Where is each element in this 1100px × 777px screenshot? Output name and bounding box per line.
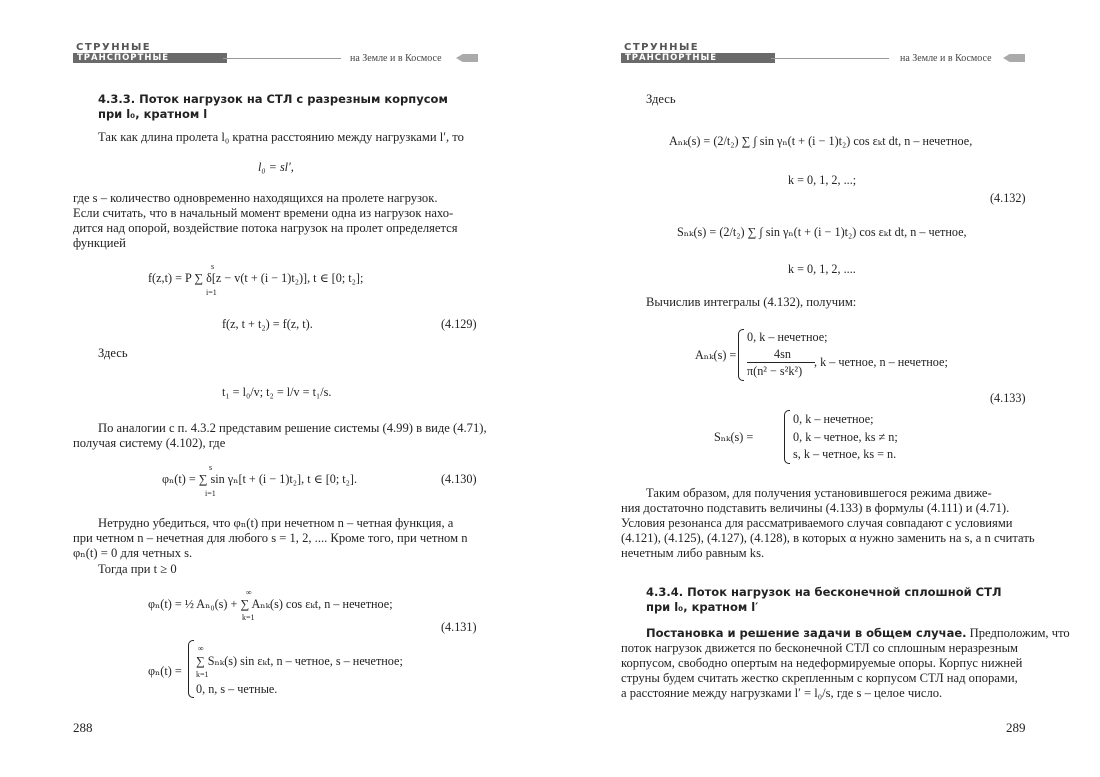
formula-A2-numerator: 4sn [774, 347, 791, 361]
header-series-top: СТРУННЫЕ [624, 42, 700, 53]
formula-l0: l₀ = sl′, [258, 160, 294, 174]
paragraph-line: ния достаточно подставить величины (4.133) в формулы (4.111) и (4.71). [621, 501, 1010, 515]
formula-131b-case2: 0, n, s – четные. [196, 682, 278, 696]
paragraph: Здесь [646, 92, 676, 106]
header-subtitle: на Земле и в Космосе [350, 53, 442, 64]
paragraph-line: струны будем считать жестко скрепленным с корпусом СТЛ над опорами, [621, 671, 1018, 685]
paragraph: Вычислив интегралы (4.132), получим: [646, 295, 857, 309]
formula-A-k: k = 0, 1, 2, ...; [788, 173, 857, 187]
paragraph-line: Условия резонанса для рассматриваемого случая совпадают с условиями [621, 516, 1013, 530]
paragraph-line: φₙ(t) = 0 для четных s. [73, 546, 193, 560]
equation-number: (4.133) [990, 391, 1026, 405]
formula-A2-denominator: π(n² − s²k²) [747, 364, 803, 378]
brace [738, 329, 744, 381]
paragraph-line: По аналогии с п. 4.3.2 представим решение системы (4.99) в виде (4.71), [98, 421, 487, 435]
fraction-bar [747, 362, 815, 363]
header-rule [771, 58, 889, 59]
formula-f: f(z,t) = P ∑ δ[z − v(t + (i − 1)t₂)], t ∈ [0; t₂]; [148, 271, 364, 285]
formula-A: Aₙₖ(s) = (2/t₂) ∑ ∫ sin γₙ(t + (i − 1)t₂) cos εₖt dt, n – нечетное, [669, 134, 973, 148]
header-series-bar: ТРАНСПОРТНЫЕ СИСТЕМЫ >> [621, 53, 775, 63]
sum-upper: s [209, 463, 213, 472]
formula-131b-lhs: φₙ(t) = [148, 664, 182, 678]
header-series-top: СТРУННЫЕ [76, 42, 152, 53]
formula-S2-lhs: Sₙₖ(s) = [714, 430, 754, 444]
paragraph-lead-rest: Предположим, что [966, 626, 1070, 640]
sum-upper: s [211, 262, 215, 271]
paragraph-line: Если считать, что в начальный момент времени одна из нагрузок нахо- [73, 206, 454, 220]
paragraph-line: нечетным либо равным ks. [621, 546, 765, 560]
header-series-bar: ТРАНСПОРТНЫЕ СИСТЕМЫ >> [73, 53, 227, 63]
paragraph-line: а расстояние между нагрузками l′ = l₀/s, где s – целое число. [621, 686, 943, 700]
formula-S2-case1: 0, k – нечетное; [793, 412, 874, 426]
header-subtitle: на Земле и в Космосе [900, 53, 992, 64]
page-number: 289 [1006, 720, 1026, 735]
formula-A2-case1: 0, k – нечетное; [747, 330, 828, 344]
paragraph-lead: Постановка и решение задачи в общем случае. [646, 626, 967, 640]
formula-t: t₁ = l₀/v; t₂ = l/v = t₁/s. [222, 385, 332, 399]
header-rule [223, 58, 341, 59]
formula-S2-case3: s, k – четное, ks = n. [793, 447, 897, 461]
paragraph: Тогда при t ≥ 0 [98, 562, 177, 576]
formula-131b-case1: ∑ Sₙₖ(s) sin εₖt, n – четное, s – нечетное; [196, 654, 403, 668]
formula-A2-case2: , k – четное, n – нечетное; [814, 355, 948, 369]
brace [784, 410, 790, 464]
sum-lower: k=1 [196, 670, 209, 679]
formula-A2-lhs: Aₙₖ(s) = [695, 348, 737, 362]
equation-number: (4.132) [990, 191, 1026, 205]
equation-number: (4.131) [441, 620, 477, 634]
section-heading: 4.3.3. Поток нагрузок на СТЛ с разрезным корпусом [98, 92, 448, 106]
formula-S-k: k = 0, 1, 2, .... [788, 262, 856, 276]
section-heading-cont: при l₀, кратном l′ [646, 600, 759, 614]
right-page [550, 0, 1100, 777]
paragraph-line: Нетрудно убедиться, что φₙ(t) при нечетном n – четная функция, а [98, 516, 454, 530]
formula-periodic: f(z, t + t₂) = f(z, t). [222, 317, 313, 331]
equation-number: (4.129) [441, 317, 477, 331]
section-heading-cont: при l₀, кратном l [98, 107, 208, 121]
sum-lower: i=1 [205, 489, 216, 498]
section-heading: 4.3.4. Поток нагрузок на бесконечной сплошной СТЛ [646, 585, 1002, 599]
paragraph-line: дится над опорой, воздействие потока нагрузок на пролет определяется [73, 221, 458, 235]
paragraph-line: получая систему (4.102), где [73, 436, 226, 450]
equation-number: (4.130) [441, 472, 477, 486]
paragraph-line: при четном n – нечетная для любого s = 1, 2, .... Кроме того, при четном n [73, 531, 468, 545]
paragraph-line: (4.121), (4.125), (4.127), (4.128), в которых α нужно заменить на s, а n считать [621, 531, 1035, 545]
paragraph-line: где s – количество одновременно находящихся на пролете нагрузок. [73, 191, 438, 205]
paragraph-line [646, 626, 1070, 641]
page-number: 288 [73, 720, 93, 735]
brace [188, 640, 194, 698]
sum-lower: i=1 [206, 288, 217, 297]
formula-S2-case2: 0, k – четное, ks ≠ n; [793, 430, 898, 444]
formula-131a: φₙ(t) = ½ Aₙ₀(s) + ∑ Aₙₖ(s) cos εₖt, n – нечетное; [148, 597, 393, 611]
paragraph-line: поток нагрузок движется по бесконечной СТЛ со сплошным неразрезным [621, 641, 1019, 655]
paragraph-line: функцией [73, 236, 126, 250]
sum-lower: k=1 [242, 613, 255, 622]
header-arrow-icon [456, 54, 478, 62]
formula-S: Sₙₖ(s) = (2/t₂) ∑ ∫ sin γₙ(t + (i − 1)t₂) cos εₖt dt, n – четное, [677, 225, 967, 239]
paragraph-line: Таким образом, для получения установившегося режима движе- [646, 486, 992, 500]
paragraph: Так как длина пролета l₀ кратна расстоянию между нагрузками l′, то [98, 130, 464, 144]
formula-phi: φₙ(t) = ∑ sin γₙ[t + (i − 1)t₂], t ∈ [0; t₂]. [162, 472, 358, 486]
paragraph: Здесь [98, 346, 128, 360]
sum-upper: ∞ [246, 588, 252, 597]
paragraph-line: корпусом, свободно опертым на недеформируемые опоры. Корпус нижней [621, 656, 1023, 670]
sum-upper: ∞ [198, 644, 204, 653]
header-arrow-icon [1003, 54, 1025, 62]
